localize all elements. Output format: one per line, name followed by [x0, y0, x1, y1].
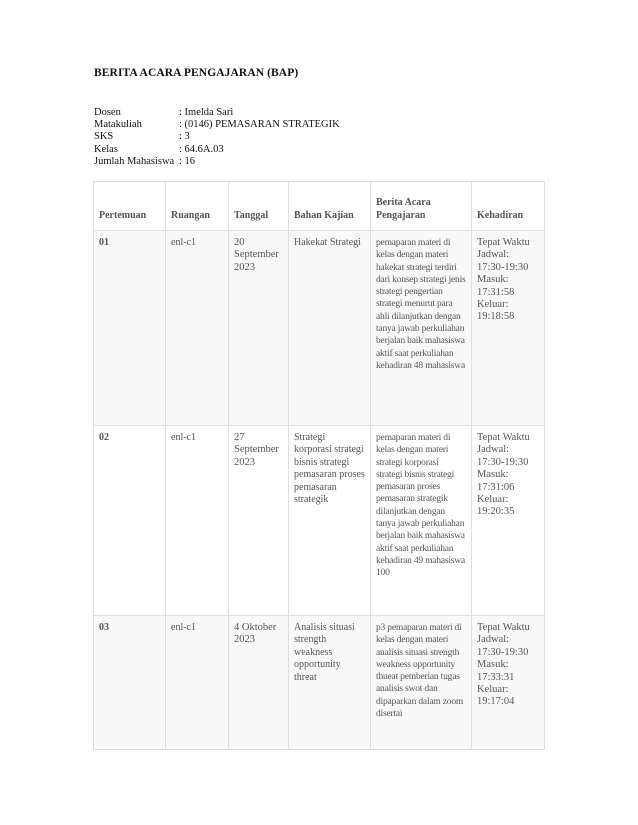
info-row-matakuliah: [94, 119, 340, 131]
cell-berita-acara: pemaparan materi di kelas dengan materi hakekat strategi terdiri dari konsep strategi jenis strategi pengertian strategi menurut para ahli dilanjutkan dengan tanya jawab perkuliahan berjalan baik mahasiswa aktif saat perkuliahan kehadiran 48 mahasiswa: [371, 231, 472, 426]
info-block: [94, 107, 340, 168]
header-tanggal: Tanggal: [229, 182, 289, 231]
header-pertemuan: Pertemuan: [94, 182, 166, 231]
table-header-row: [94, 182, 545, 231]
info-label: Kelas: [94, 143, 118, 155]
cell-kehadiran: Tepat Waktu Jadwal: 17:30-19:30 Masuk: 17:31:06 Keluar: 19:20:35: [472, 426, 545, 616]
info-value: : 3: [179, 131, 190, 143]
bap-table: [93, 181, 545, 750]
header-kehadiran: Kehadiran: [472, 182, 545, 231]
header-berita-acara: Berita Acara Pengajaran: [371, 182, 472, 231]
header-ruangan: Ruangan: [166, 182, 229, 231]
cell-tanggal: 27 September 2023: [229, 426, 289, 616]
cell-pertemuan: 01: [94, 231, 166, 426]
cell-pertemuan: 02: [94, 426, 166, 616]
table-row: [94, 426, 545, 616]
cell-ruangan: enl-c1: [166, 616, 229, 750]
info-label: Jumlah Mahasiswa: [94, 155, 175, 167]
info-row-sks: [94, 131, 340, 143]
info-label: SKS: [94, 131, 114, 143]
cell-kehadiran: Tepat Waktu Jadwal: 17:30-19:30 Masuk: 17:31:58 Keluar: 19:18:58: [472, 231, 545, 426]
cell-bahan-kajian: Strategi korporasi strategi bisnis strategi pemasaran proses pemasaran strategik: [289, 426, 371, 616]
info-value: : Imelda Sari: [179, 107, 234, 118]
cell-berita-acara: p3 pemaparan materi di kelas dengan materi analisis situasi strength weakness opportunity thueat pemberian tugas analisis swot dan dipaparkan dalam zoom disertai: [371, 616, 472, 750]
info-label: Matakuliah: [94, 119, 142, 131]
cell-tanggal: 20 September 2023: [229, 231, 289, 426]
info-row-jumlah-mahasiswa: [94, 156, 340, 168]
cell-ruangan: enl-c1: [166, 426, 229, 616]
info-row-dosen: [94, 107, 340, 119]
cell-bahan-kajian: Hakekat Strategi: [289, 231, 371, 426]
info-label: Dosen: [94, 107, 121, 118]
cell-bahan-kajian: Analisis situasi strength weakness opportunity threat: [289, 616, 371, 750]
info-value: : 64.6A.03: [179, 143, 224, 155]
page-title: BERITA ACARA PENGAJARAN (BAP): [94, 67, 299, 79]
cell-tanggal: 4 Oktober 2023: [229, 616, 289, 750]
info-row-kelas: [94, 144, 340, 156]
cell-pertemuan: 03: [94, 616, 166, 750]
cell-kehadiran: Tepat Waktu Jadwal: 17:30-19:30 Masuk: 17:33:31 Keluar: 19:17:04: [472, 616, 545, 750]
cell-berita-acara: pemaparan materi di kelas dengan materi strategi korporasi strategi bisnis strategi pemasaran proses pemasaran strategik dilanjutkan dengan tanya jawab perkuliahan berjalan baik mahasiswa aktif saat perkuliahan kehadiran 49 mahasiswa 100: [371, 426, 472, 616]
cell-ruangan: enl-c1: [166, 231, 229, 426]
header-bahan-kajian: Bahan Kajian: [289, 182, 371, 231]
table-row: [94, 616, 545, 750]
info-value: : 16: [179, 155, 196, 167]
table-row: [94, 231, 545, 426]
info-value: : (0146) PEMASARAN STRATEGIK: [179, 119, 340, 131]
